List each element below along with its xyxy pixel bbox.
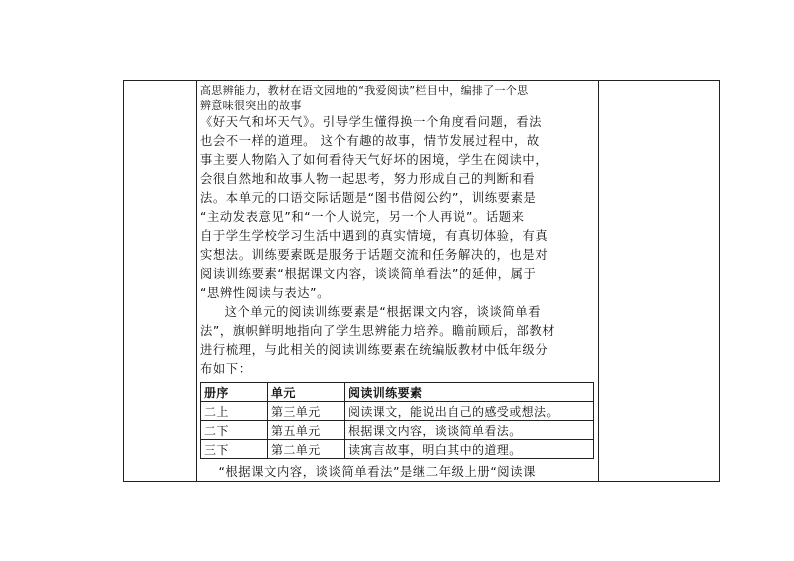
table-cell: 根据课文内容，谈谈简单看法。	[345, 421, 594, 440]
table-row	[201, 440, 594, 459]
reading-elements-table	[200, 382, 594, 459]
paragraph1-line: 《好天气和坏天气》。引导学生懂得换一个角度看问题，看法	[200, 115, 543, 129]
paragraph2-line: 进行梳理，与此相关的阅读训练要素在统编版教材中低年级分	[200, 343, 549, 357]
table-header-cell: 册序	[201, 383, 268, 402]
table-row	[201, 402, 594, 421]
paragraph1-line1: 高思辨能力，教材在语文园地的“我爱阅读”栏目中，编排了一个思	[200, 84, 529, 97]
table-row	[201, 421, 594, 440]
closing-line: “根据课文内容，谈谈简单看法”是继二年级上册“阅读课	[218, 465, 536, 479]
paragraph1-line: “思辨性阅读与表达”。	[200, 286, 331, 300]
table-header-cell: 单元	[268, 383, 345, 402]
table-cell: 二下	[201, 421, 268, 440]
paragraph1-line: 阅读训练要素“根据课文内容，谈谈简单看法”的延伸，属于	[200, 267, 537, 281]
table-cell: 第三单元	[268, 402, 345, 421]
paragraph1-line: 也会不一样的道理。 这个有趣的故事，情节发展过程中，故	[200, 134, 540, 148]
paragraph1-line: 事主要人物陷入了如何看待天气好坏的困境，学生在阅读中，	[200, 153, 549, 167]
paragraph1-line: 会很自然地和故事人物一起思考，努力形成自己的判断和看	[200, 172, 536, 186]
content-cell	[196, 80, 598, 379]
paragraph2-line: 布如下：	[200, 362, 252, 376]
table-cell: 阅读课文，能说出自己的感受或想法。	[345, 402, 594, 421]
table-cell: 第二单元	[268, 440, 345, 459]
table-cell: 二上	[201, 402, 268, 421]
table-header-cell: 阅读训练要素	[345, 383, 594, 402]
paragraph2-line: 这个单元的阅读训练要素是“根据课文内容，谈谈简单看	[224, 305, 542, 319]
table-cell: 三下	[201, 440, 268, 459]
paragraph1-line2: 辨意味很突出的故事	[200, 99, 302, 112]
table-cell: 读寓言故事，明白其中的道理。	[345, 440, 594, 459]
column-divider-right	[598, 81, 599, 481]
paragraph2-line: 法”，旗帜鲜明地指向了学生思辨能力培养。瞻前顾后，部教材	[200, 324, 556, 338]
paragraph1-line: 法。本单元的口语交际话题是“图书借阅公约”，训练要素是	[200, 191, 537, 205]
table-header-row	[201, 383, 594, 402]
paragraph1-line: 自于学生学校学习生活中遇到的真实情境，有真切体验，有真	[200, 229, 549, 243]
paragraph1-line: “主动发表意见”和“一个人说完，另一个人再说”。话题来	[200, 210, 525, 224]
table-cell: 第五单元	[268, 421, 345, 440]
paragraph1-line: 实想法。训练要素既是服务于话题交流和任务解决的，也是对	[200, 248, 549, 262]
